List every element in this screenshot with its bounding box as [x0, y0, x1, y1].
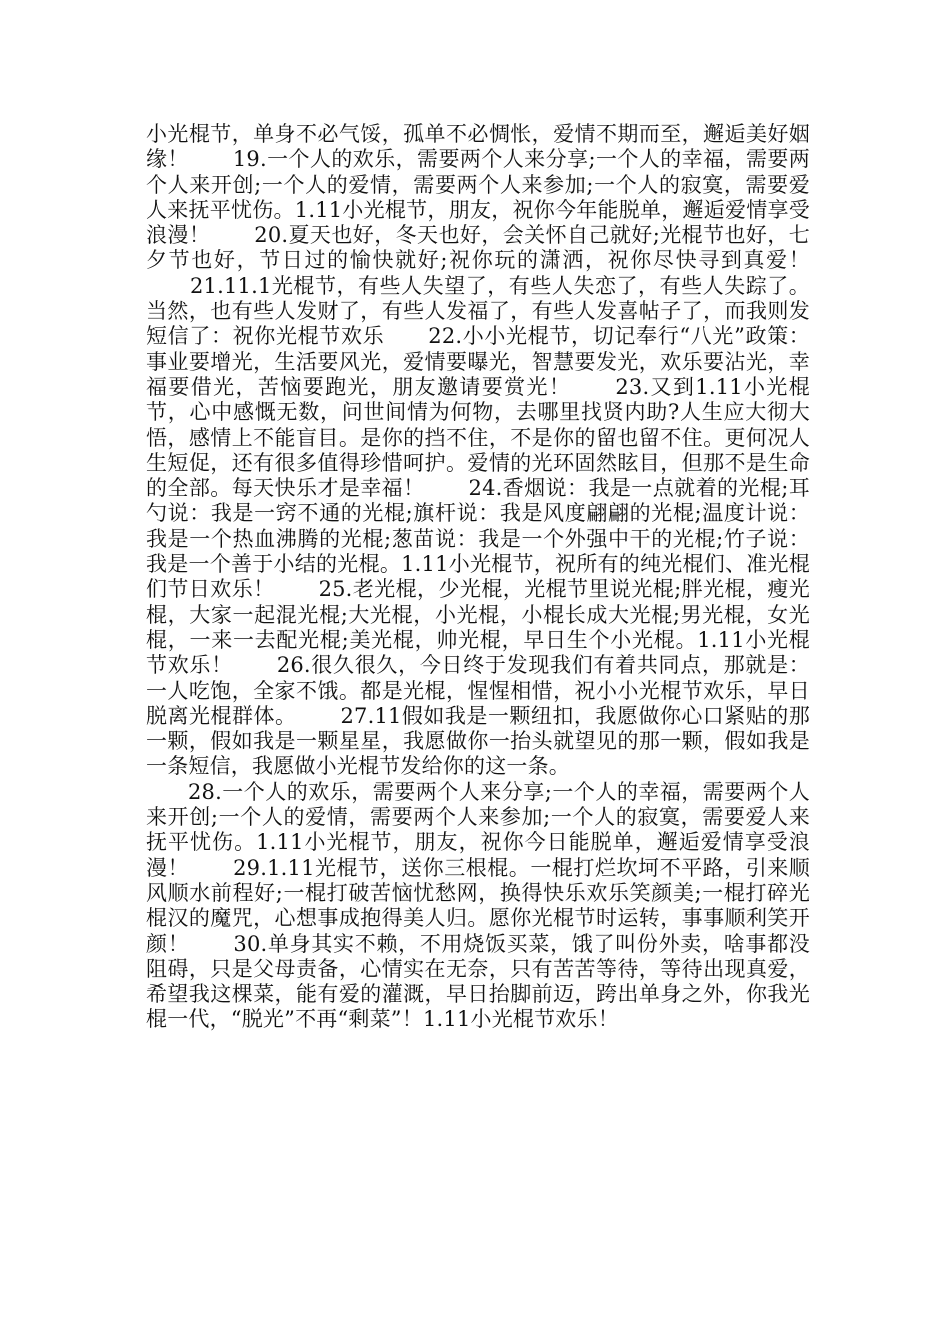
paragraph-26: 26.很久很久，今日终于发现我们有着共同点，那就是：一人吃饱，全家不饿。都是光棍，惺惺相惜，祝小小光棍节欢乐，早日脱离光棍群体。 — [146, 653, 810, 728]
paragraph-19: 19.一个人的欢乐，需要两个人来分享;一个人的幸福，需要两个人来开创;一个人的爱情，需要两个人来参加;一个人的寂寞，需要爱人来抚平忧伤。1.11小光棍节，朋友，祝你今年能脱单，邂逅爱情享受浪漫！ — [146, 147, 810, 248]
paragraph-24: 24.香烟说：我是一点就着的光棍;耳勺说：我是一窍不通的光棍;旗杆说：我是风度翩翩的光棍;温度计说：我是一个热血沸腾的光棍;葱苗说：我是一个外强中干的光棍;竹子说：我是一个善于小结的光棍。1.11小光棍节，祝所有的纯光棍们、准光棍们节日欢乐！ — [146, 476, 810, 602]
paragraph-27: 27.11假如我是一颗纽扣，我愿做你心口紧贴的那一颗，假如我是一颗星星，我愿做你一抬头就望见的那一颗，假如我是一条短信，我愿做小光棍节发给你的这一条。 — [146, 703, 810, 779]
paragraph-28: 28.一个人的欢乐，需要两个人来分享;一个人的幸福，需要两个人来开创;一个人的爱情，需要两个人来参加;一个人的寂寞，需要爱人来抚平忧伤。1.11小光棍节，朋友，祝你今日能脱单，邂逅爱情享受浪漫！ — [146, 779, 810, 880]
paragraph-22: 22.小小光棍节，切记奉行“八光”政策：事业要增光，生活要风光，爱情要曝光，智慧要发光，欢乐要沾光，幸福要借光，苦恼要跑光，朋友邀请要赏光！ — [146, 324, 810, 399]
paragraph-20: 20.夏天也好，冬天也好，会关怀自己就好;光棍节也好，七夕节也好，节日过的愉快就好;祝你玩的潇洒，祝你尽快寻到真爱！ — [146, 223, 810, 273]
document-body — [146, 122, 810, 1033]
paragraph-29: 29.1.11光棍节，送你三根棍。一棍打烂坎坷不平路，引来顺风顺水前程好;一棍打破苦恼忧愁网，换得快乐欢乐笑颜美;一棍打碎光棍汉的魔咒，心想事成抱得美人归。愿你光棍节时运转，事事顺利笑开颜！ — [146, 855, 810, 956]
paragraph-23: 23.又到1.11小光棍节，心中感慨无数，问世间情为何物，去哪里找贤内助?人生应大彻大悟，感情上不能盲目。是你的挡不住，不是你的留也留不住。更何况人生短促，还有很多值得珍惜呵护。爱情的光环固然眩目，但那不是生命的全部。每天快乐才是幸福！ — [146, 374, 810, 501]
paragraph-25: 25.老光棍，少光棍，光棍节里说光棍;胖光棍，瘦光棍，大家一起混光棍;大光棍，小光棍，小棍长成大光棍;男光棍，女光棍，一来一去配光棍;美光棍，帅光棍，早日生个小光棍。1.11小光棍节欢乐！ — [146, 577, 810, 678]
paragraph-intro: 小光棍节，单身不必气馁，孤单不必惆怅，爱情不期而至，邂逅美好姻缘！ — [146, 122, 810, 172]
paragraph-21: 21.11.1光棍节，有些人失望了，有些人失恋了，有些人失踪了。当然，也有些人发财了，有些人发福了，有些人发喜帖子了，而我则发短信了：祝你光棍节欢乐 — [146, 273, 810, 349]
paragraph-30: 30.单身其实不赖，不用烧饭买菜，饿了叫份外卖，啥事都没阻碍，只是父母责备，心情实在无奈，只有苦苦等待，等待出现真爱，希望我这棵菜，能有爱的灌溉，早日抬脚前迈，跨出单身之外，你我光棍一代，“脱光”不再“剩菜”！1.11小光棍节欢乐！ — [146, 931, 811, 1032]
